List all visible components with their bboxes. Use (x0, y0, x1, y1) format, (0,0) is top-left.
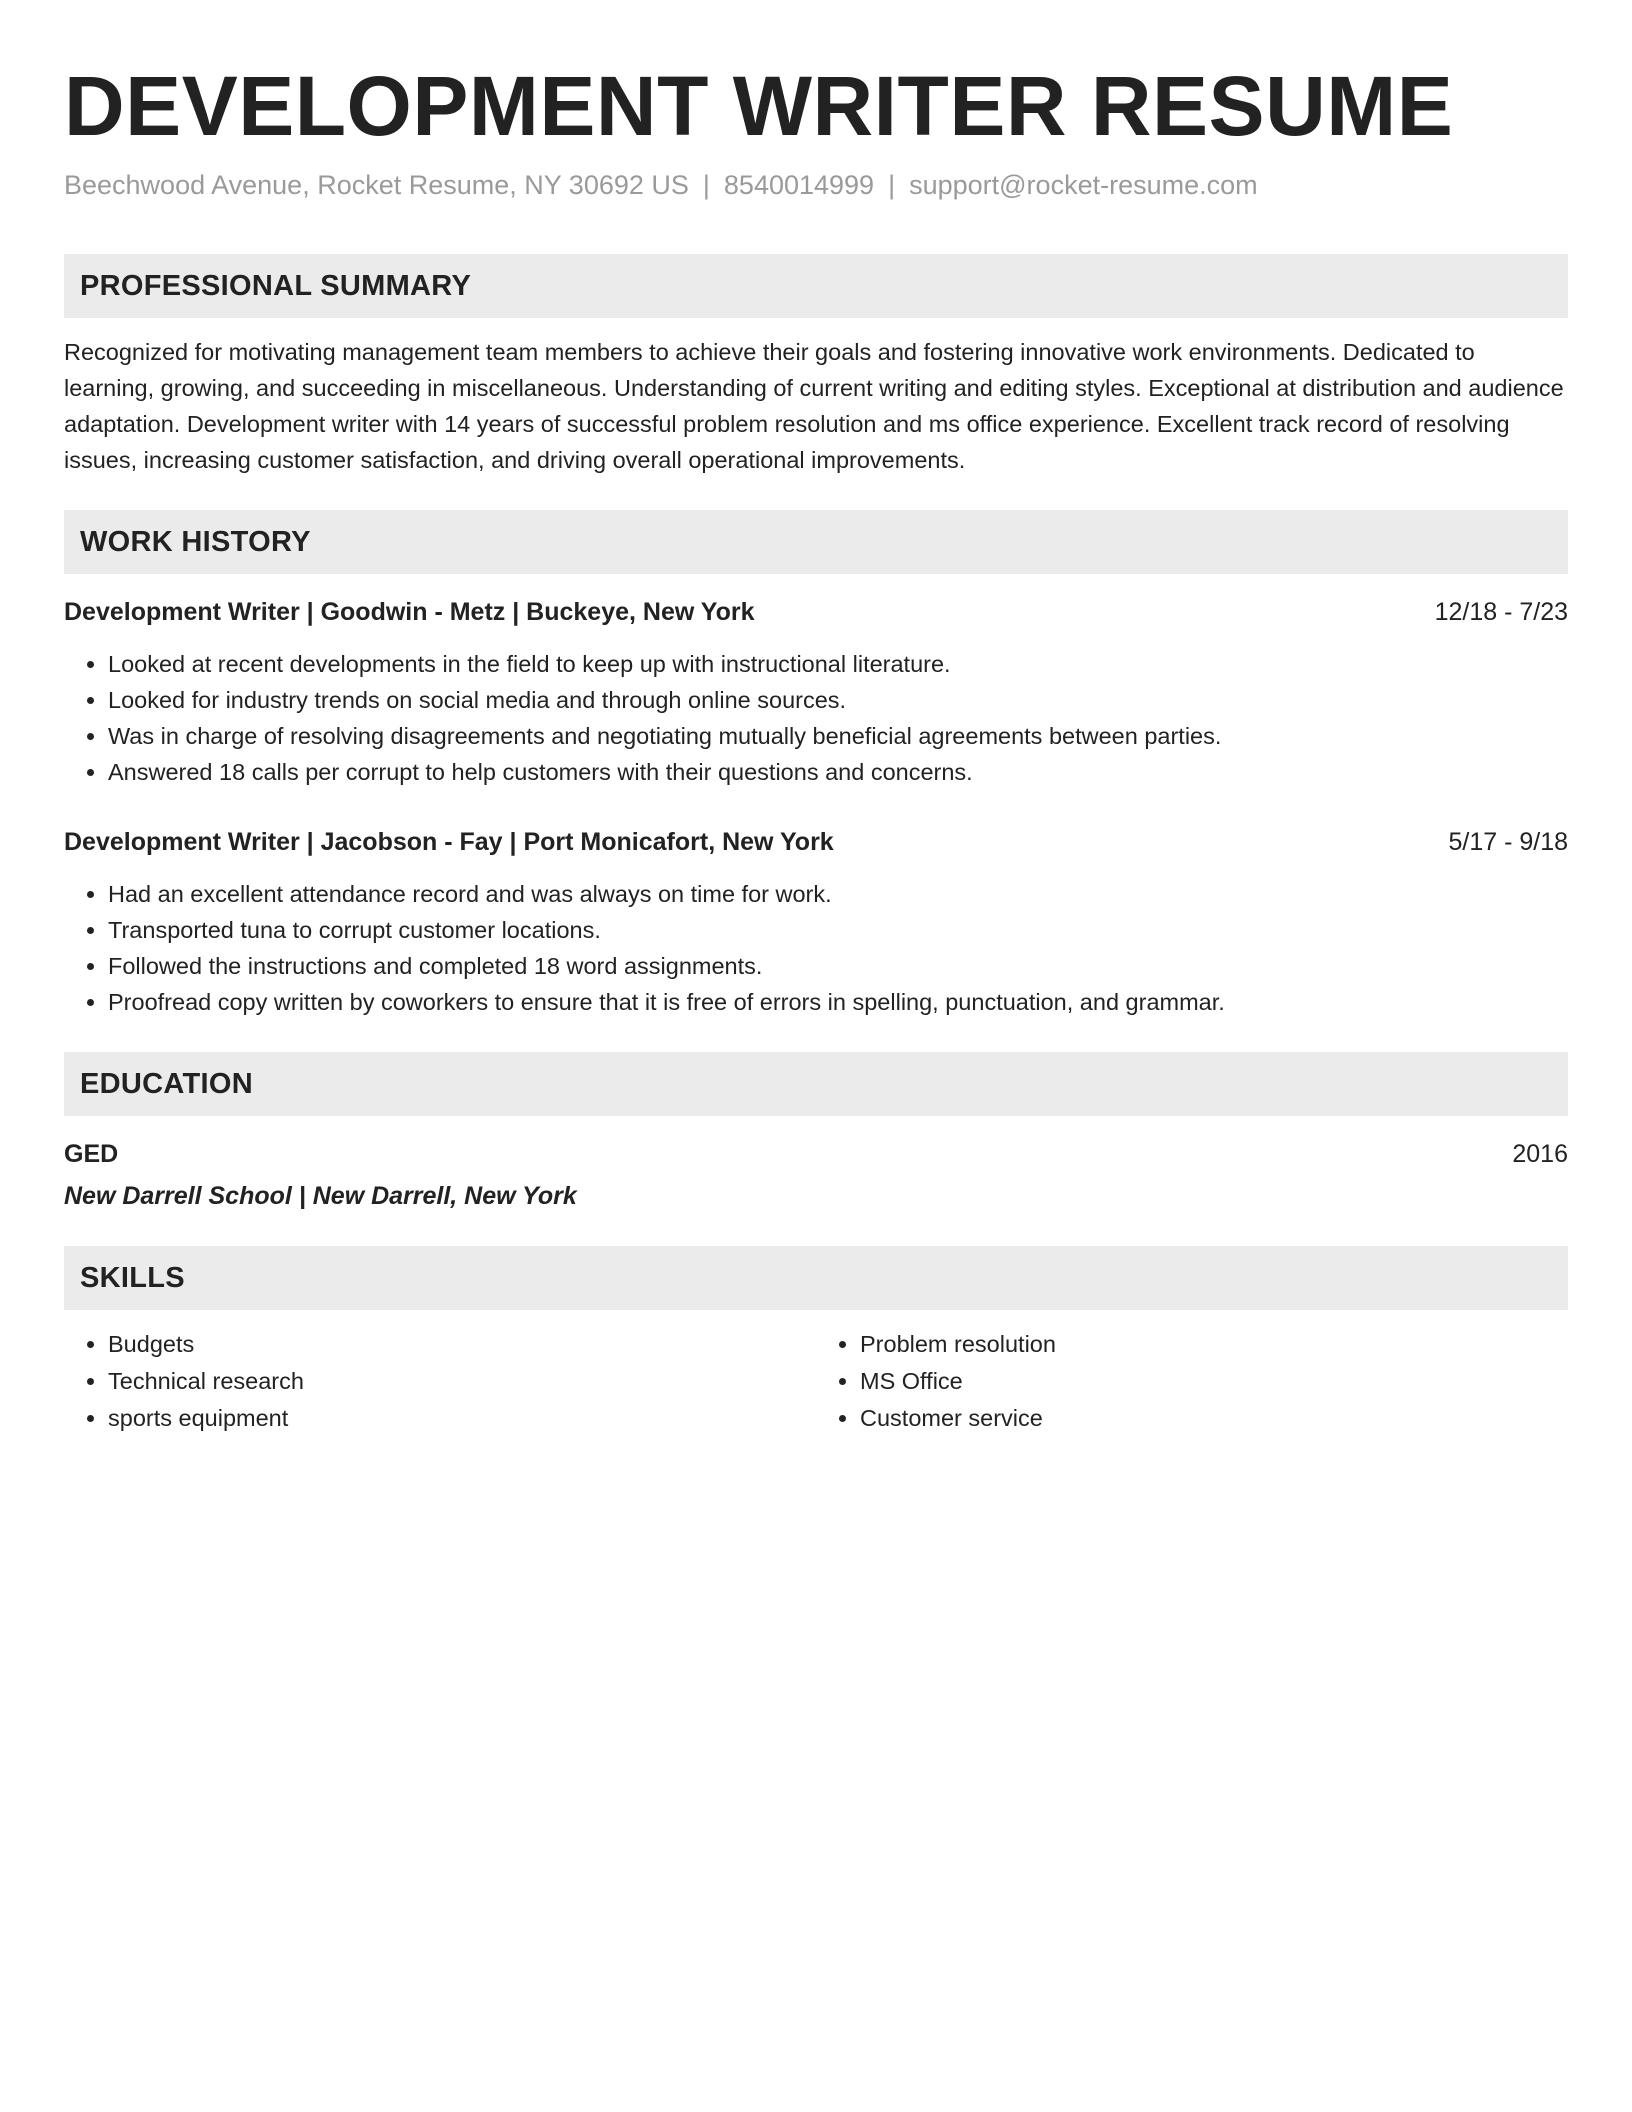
job-bullets (64, 646, 1568, 790)
skills-column-left (64, 1326, 816, 1437)
list-item: • Looked at recent developments in the field to keep up with instructional literature. (108, 646, 1568, 682)
contact-address: Beechwood Avenue, Rocket Resume, NY 30692 US (64, 170, 689, 200)
job-header (64, 594, 1568, 630)
contact-separator: | (702, 170, 710, 200)
section-header-work-history (64, 510, 1568, 574)
contact-email: support@rocket-resume.com (909, 170, 1258, 200)
section-header-education (64, 1052, 1568, 1116)
section-title: EDUCATION (80, 1067, 253, 1100)
list-item: • Transported tuna to corrupt customer locations. (108, 912, 1568, 948)
section-header-skills (64, 1246, 1568, 1310)
job-title: Development Writer | Goodwin - Metz | Buckeye, New York (64, 597, 755, 626)
skills-column-right (816, 1326, 1568, 1437)
education-year: 2016 (1512, 1139, 1568, 1168)
skill-item: • sports equipment (108, 1400, 816, 1437)
education-degree: GED (64, 1139, 119, 1168)
job-entry (64, 824, 1568, 1020)
education-entry (64, 1136, 1568, 1172)
resume-title: DEVELOPMENT WRITER RESUME (64, 59, 1454, 153)
list-item: • Looked for industry trends on social media and through online sources. (108, 682, 1568, 718)
list-item: • Followed the instructions and completed 18 word assignments. (108, 948, 1568, 984)
list-item: • Had an excellent attendance record and was always on time for work. (108, 876, 1568, 912)
skill-item: • Budgets (108, 1326, 816, 1363)
job-entry (64, 594, 1568, 790)
summary-text: Recognized for motivating management team members to achieve their goals and fostering innovative work environments. Dedicated to learning, growing, and succeeding in miscellaneous. Understanding of current writing and editing styles. Exceptional at distribution and audience adaptation. Development writer with 14 years of successful problem resolution and ms office experience. Excellent track record of resolving issues, increasing customer satisfaction, and driving overall operational improvements. (64, 339, 1564, 473)
list-item: • Proofread copy written by coworkers to ensure that it is free of errors in spelling, punctuation, and grammar. (108, 984, 1568, 1020)
list-item: • Was in charge of resolving disagreements and negotiating mutually beneficial agreements between parties. (108, 718, 1568, 754)
section-title: WORK HISTORY (80, 525, 311, 558)
job-dates: 5/17 - 9/18 (1448, 827, 1568, 856)
skill-item: • Technical research (108, 1363, 816, 1400)
section-title: SKILLS (80, 1261, 185, 1294)
job-bullets (64, 876, 1568, 1020)
skill-item: • Customer service (860, 1400, 1568, 1437)
skill-item: • MS Office (860, 1363, 1568, 1400)
skills-list (64, 1326, 1568, 1437)
list-item: • Answered 18 calls per corrupt to help customers with their questions and concerns. (108, 754, 1568, 790)
section-title: PROFESSIONAL SUMMARY (80, 269, 472, 302)
job-header (64, 824, 1568, 860)
contact-line (64, 168, 1568, 202)
skill-item: • Problem resolution (860, 1326, 1568, 1363)
education-school: New Darrell School | New Darrell, New York (64, 1182, 577, 1210)
section-header-summary (64, 254, 1568, 318)
job-title: Development Writer | Jacobson - Fay | Port Monicafort, New York (64, 827, 834, 856)
contact-separator: | (888, 170, 896, 200)
job-dates: 12/18 - 7/23 (1434, 597, 1568, 626)
contact-phone: 8540014999 (723, 170, 875, 200)
